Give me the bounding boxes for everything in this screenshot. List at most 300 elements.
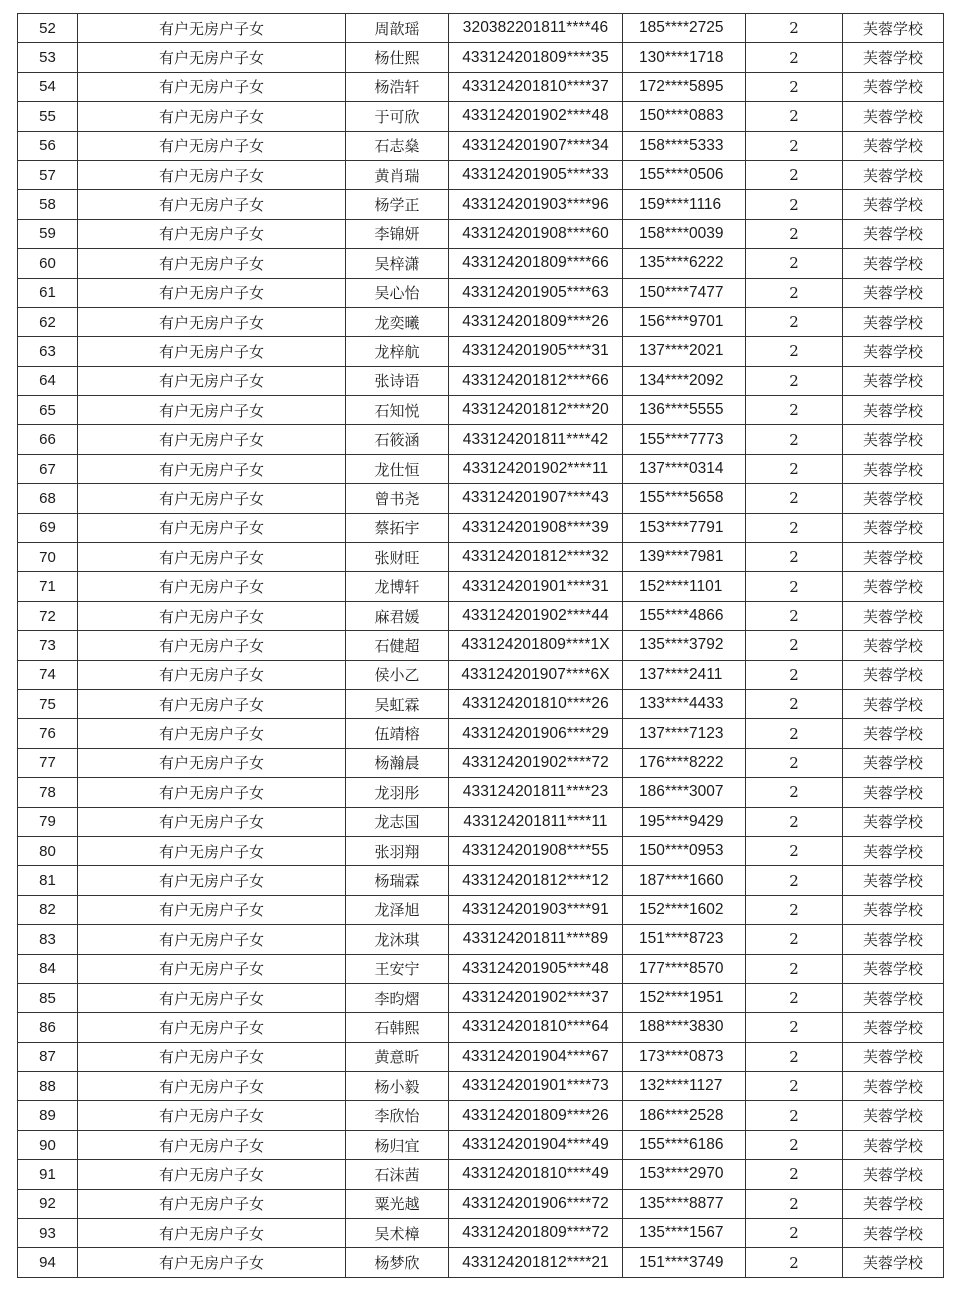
id-card-cell: 433124201902****37 — [449, 983, 623, 1012]
student-name-cell: 龙梓航 — [346, 337, 449, 366]
table-row — [18, 366, 944, 395]
student-name-cell: 伍靖榕 — [346, 719, 449, 748]
id-card-cell: 433124201811****42 — [449, 425, 623, 454]
school-cell: 芙蓉学校 — [843, 836, 944, 865]
table-row — [18, 190, 944, 219]
phone-cell: 152****1951 — [623, 983, 746, 1012]
school-cell: 芙蓉学校 — [843, 1160, 944, 1189]
id-card-cell: 433124201902****72 — [449, 748, 623, 777]
category-cell: 有户无房户子女 — [78, 425, 346, 454]
category-cell: 有户无房户子女 — [78, 1160, 346, 1189]
phone-cell: 152****1101 — [623, 572, 746, 601]
phone-cell: 137****2411 — [623, 660, 746, 689]
phone-cell: 188****3830 — [623, 1013, 746, 1042]
school-cell: 芙蓉学校 — [843, 513, 944, 542]
table-row — [18, 1042, 944, 1071]
id-card-cell: 433124201901****31 — [449, 572, 623, 601]
table-row — [18, 513, 944, 542]
phone-cell: 137****2021 — [623, 337, 746, 366]
table-row — [18, 160, 944, 189]
category-cell: 有户无房户子女 — [78, 601, 346, 630]
id-card-cell: 433124201812****21 — [449, 1248, 623, 1277]
grade-cell: 2 — [746, 807, 843, 836]
id-card-cell: 433124201809****26 — [449, 1101, 623, 1130]
student-name-cell: 龙奕曦 — [346, 307, 449, 336]
phone-cell: 151****3749 — [623, 1248, 746, 1277]
id-card-cell: 433124201809****66 — [449, 249, 623, 278]
student-name-cell: 麻君媛 — [346, 601, 449, 630]
student-name-cell: 黄肖瑞 — [346, 160, 449, 189]
table-row — [18, 43, 944, 72]
student-name-cell: 杨梦欣 — [346, 1248, 449, 1277]
grade-cell: 2 — [746, 778, 843, 807]
grade-cell: 2 — [746, 925, 843, 954]
phone-cell: 130****1718 — [623, 43, 746, 72]
category-cell: 有户无房户子女 — [78, 1101, 346, 1130]
phone-cell: 158****5333 — [623, 131, 746, 160]
row-number: 57 — [18, 160, 78, 189]
grade-cell: 2 — [746, 1219, 843, 1248]
student-name-cell: 龙泽旭 — [346, 895, 449, 924]
student-name-cell: 吴梓潇 — [346, 249, 449, 278]
student-name-cell: 石沫茜 — [346, 1160, 449, 1189]
grade-cell: 2 — [746, 160, 843, 189]
row-number: 59 — [18, 219, 78, 248]
table-row — [18, 660, 944, 689]
id-card-cell: 433124201907****34 — [449, 131, 623, 160]
category-cell: 有户无房户子女 — [78, 866, 346, 895]
phone-cell: 135****3792 — [623, 631, 746, 660]
grade-cell: 2 — [746, 954, 843, 983]
school-cell: 芙蓉学校 — [843, 102, 944, 131]
category-cell: 有户无房户子女 — [78, 307, 346, 336]
grade-cell: 2 — [746, 631, 843, 660]
table-row — [18, 1130, 944, 1159]
table-row — [18, 454, 944, 483]
category-cell: 有户无房户子女 — [78, 954, 346, 983]
row-number: 67 — [18, 454, 78, 483]
student-name-cell: 杨仕熙 — [346, 43, 449, 72]
table-row — [18, 396, 944, 425]
phone-cell: 137****7123 — [623, 719, 746, 748]
id-card-cell: 433124201809****26 — [449, 307, 623, 336]
table-row — [18, 1248, 944, 1277]
school-cell: 芙蓉学校 — [843, 1101, 944, 1130]
grade-cell: 2 — [746, 72, 843, 101]
id-card-cell: 433124201908****39 — [449, 513, 623, 542]
table-row — [18, 131, 944, 160]
id-card-cell: 433124201811****11 — [449, 807, 623, 836]
table-row — [18, 484, 944, 513]
phone-cell: 155****5658 — [623, 484, 746, 513]
row-number: 62 — [18, 307, 78, 336]
phone-cell: 137****0314 — [623, 454, 746, 483]
id-card-cell: 433124201812****32 — [449, 543, 623, 572]
phone-cell: 155****0506 — [623, 160, 746, 189]
phone-cell: 152****1602 — [623, 895, 746, 924]
phone-cell: 156****9701 — [623, 307, 746, 336]
id-card-cell: 433124201905****48 — [449, 954, 623, 983]
student-name-cell: 曾书尧 — [346, 484, 449, 513]
row-number: 86 — [18, 1013, 78, 1042]
student-name-cell: 龙羽彤 — [346, 778, 449, 807]
student-name-cell: 龙博轩 — [346, 572, 449, 601]
table-body — [18, 14, 944, 1278]
category-cell: 有户无房户子女 — [78, 1042, 346, 1071]
row-number: 89 — [18, 1101, 78, 1130]
grade-cell: 2 — [746, 366, 843, 395]
id-card-cell: 433124201901****73 — [449, 1072, 623, 1101]
grade-cell: 2 — [746, 454, 843, 483]
student-name-cell: 侯小乙 — [346, 660, 449, 689]
school-cell: 芙蓉学校 — [843, 425, 944, 454]
category-cell: 有户无房户子女 — [78, 102, 346, 131]
student-name-cell: 龙仕恒 — [346, 454, 449, 483]
phone-cell: 195****9429 — [623, 807, 746, 836]
category-cell: 有户无房户子女 — [78, 219, 346, 248]
row-number: 90 — [18, 1130, 78, 1159]
table-row — [18, 72, 944, 101]
school-cell: 芙蓉学校 — [843, 925, 944, 954]
grade-cell: 2 — [746, 1189, 843, 1218]
enrollment-table — [17, 13, 944, 1278]
table-row — [18, 337, 944, 366]
table-row — [18, 925, 944, 954]
id-card-cell: 433124201903****91 — [449, 895, 623, 924]
phone-cell: 135****1567 — [623, 1219, 746, 1248]
grade-cell: 2 — [746, 131, 843, 160]
category-cell: 有户无房户子女 — [78, 1130, 346, 1159]
category-cell: 有户无房户子女 — [78, 190, 346, 219]
student-name-cell: 张羽翔 — [346, 836, 449, 865]
student-name-cell: 黄意昕 — [346, 1042, 449, 1071]
table-row — [18, 866, 944, 895]
grade-cell: 2 — [746, 1248, 843, 1277]
row-number: 83 — [18, 925, 78, 954]
id-card-cell: 433124201904****49 — [449, 1130, 623, 1159]
row-number: 71 — [18, 572, 78, 601]
table-row — [18, 601, 944, 630]
phone-cell: 158****0039 — [623, 219, 746, 248]
school-cell: 芙蓉学校 — [843, 43, 944, 72]
table-row — [18, 572, 944, 601]
grade-cell: 2 — [746, 660, 843, 689]
row-number: 60 — [18, 249, 78, 278]
student-name-cell: 吴术樟 — [346, 1219, 449, 1248]
school-cell: 芙蓉学校 — [843, 983, 944, 1012]
grade-cell: 2 — [746, 484, 843, 513]
row-number: 52 — [18, 14, 78, 43]
grade-cell: 2 — [746, 836, 843, 865]
row-number: 54 — [18, 72, 78, 101]
id-card-cell: 433124201812****66 — [449, 366, 623, 395]
student-name-cell: 张财旺 — [346, 543, 449, 572]
grade-cell: 2 — [746, 719, 843, 748]
school-cell: 芙蓉学校 — [843, 543, 944, 572]
table-row — [18, 425, 944, 454]
school-cell: 芙蓉学校 — [843, 631, 944, 660]
school-cell: 芙蓉学校 — [843, 748, 944, 777]
row-number: 77 — [18, 748, 78, 777]
id-card-cell: 433124201810****64 — [449, 1013, 623, 1042]
student-name-cell: 周歆瑶 — [346, 14, 449, 43]
id-card-cell: 433124201809****72 — [449, 1219, 623, 1248]
category-cell: 有户无房户子女 — [78, 836, 346, 865]
id-card-cell: 433124201907****6X — [449, 660, 623, 689]
id-card-cell: 433124201811****89 — [449, 925, 623, 954]
school-cell: 芙蓉学校 — [843, 190, 944, 219]
grade-cell: 2 — [746, 601, 843, 630]
row-number: 85 — [18, 983, 78, 1012]
phone-cell: 173****0873 — [623, 1042, 746, 1071]
category-cell: 有户无房户子女 — [78, 513, 346, 542]
row-number: 70 — [18, 543, 78, 572]
student-name-cell: 杨小毅 — [346, 1072, 449, 1101]
table-row — [18, 748, 944, 777]
student-name-cell: 石健超 — [346, 631, 449, 660]
phone-cell: 139****7981 — [623, 543, 746, 572]
grade-cell: 2 — [746, 43, 843, 72]
school-cell: 芙蓉学校 — [843, 689, 944, 718]
grade-cell: 2 — [746, 219, 843, 248]
school-cell: 芙蓉学校 — [843, 131, 944, 160]
grade-cell: 2 — [746, 572, 843, 601]
school-cell: 芙蓉学校 — [843, 484, 944, 513]
phone-cell: 150****0953 — [623, 836, 746, 865]
table-row — [18, 1072, 944, 1101]
phone-cell: 151****8723 — [623, 925, 746, 954]
grade-cell: 2 — [746, 1101, 843, 1130]
id-card-cell: 433124201809****1X — [449, 631, 623, 660]
school-cell: 芙蓉学校 — [843, 1072, 944, 1101]
id-card-cell: 433124201906****29 — [449, 719, 623, 748]
school-cell: 芙蓉学校 — [843, 454, 944, 483]
table-row — [18, 1189, 944, 1218]
grade-cell: 2 — [746, 190, 843, 219]
grade-cell: 2 — [746, 1013, 843, 1042]
school-cell: 芙蓉学校 — [843, 807, 944, 836]
school-cell: 芙蓉学校 — [843, 954, 944, 983]
category-cell: 有户无房户子女 — [78, 748, 346, 777]
table-row — [18, 278, 944, 307]
phone-cell: 150****7477 — [623, 278, 746, 307]
row-number: 93 — [18, 1219, 78, 1248]
row-number: 66 — [18, 425, 78, 454]
table-row — [18, 249, 944, 278]
category-cell: 有户无房户子女 — [78, 14, 346, 43]
student-name-cell: 吴心怡 — [346, 278, 449, 307]
grade-cell: 2 — [746, 513, 843, 542]
grade-cell: 2 — [746, 1160, 843, 1189]
student-name-cell: 粟光越 — [346, 1189, 449, 1218]
phone-cell: 177****8570 — [623, 954, 746, 983]
table-row — [18, 1219, 944, 1248]
phone-cell: 159****1116 — [623, 190, 746, 219]
school-cell: 芙蓉学校 — [843, 160, 944, 189]
phone-cell: 135****8877 — [623, 1189, 746, 1218]
phone-cell: 155****4866 — [623, 601, 746, 630]
school-cell: 芙蓉学校 — [843, 719, 944, 748]
school-cell: 芙蓉学校 — [843, 249, 944, 278]
category-cell: 有户无房户子女 — [78, 689, 346, 718]
table-row — [18, 102, 944, 131]
row-number: 80 — [18, 836, 78, 865]
grade-cell: 2 — [746, 1072, 843, 1101]
id-card-cell: 433124201809****35 — [449, 43, 623, 72]
grade-cell: 2 — [746, 396, 843, 425]
category-cell: 有户无房户子女 — [78, 72, 346, 101]
id-card-cell: 433124201811****23 — [449, 778, 623, 807]
row-number: 68 — [18, 484, 78, 513]
category-cell: 有户无房户子女 — [78, 719, 346, 748]
school-cell: 芙蓉学校 — [843, 219, 944, 248]
row-number: 55 — [18, 102, 78, 131]
category-cell: 有户无房户子女 — [78, 484, 346, 513]
id-card-cell: 320382201811****46 — [449, 14, 623, 43]
row-number: 76 — [18, 719, 78, 748]
school-cell: 芙蓉学校 — [843, 337, 944, 366]
id-card-cell: 433124201905****33 — [449, 160, 623, 189]
table-row — [18, 689, 944, 718]
phone-cell: 186****3007 — [623, 778, 746, 807]
category-cell: 有户无房户子女 — [78, 631, 346, 660]
row-number: 87 — [18, 1042, 78, 1071]
table-row — [18, 836, 944, 865]
id-card-cell: 433124201810****37 — [449, 72, 623, 101]
category-cell: 有户无房户子女 — [78, 895, 346, 924]
category-cell: 有户无房户子女 — [78, 660, 346, 689]
phone-cell: 133****4433 — [623, 689, 746, 718]
table-row — [18, 807, 944, 836]
table-row — [18, 983, 944, 1012]
id-card-cell: 433124201908****55 — [449, 836, 623, 865]
row-number: 53 — [18, 43, 78, 72]
phone-cell: 186****2528 — [623, 1101, 746, 1130]
school-cell: 芙蓉学校 — [843, 1013, 944, 1042]
row-number: 88 — [18, 1072, 78, 1101]
table-row — [18, 1013, 944, 1042]
phone-cell: 135****6222 — [623, 249, 746, 278]
phone-cell: 132****1127 — [623, 1072, 746, 1101]
table-row — [18, 543, 944, 572]
id-card-cell: 433124201905****31 — [449, 337, 623, 366]
grade-cell: 2 — [746, 337, 843, 366]
school-cell: 芙蓉学校 — [843, 278, 944, 307]
school-cell: 芙蓉学校 — [843, 1219, 944, 1248]
student-name-cell: 张诗语 — [346, 366, 449, 395]
student-name-cell: 于可欣 — [346, 102, 449, 131]
row-number: 65 — [18, 396, 78, 425]
category-cell: 有户无房户子女 — [78, 807, 346, 836]
table-row — [18, 1101, 944, 1130]
grade-cell: 2 — [746, 102, 843, 131]
row-number: 78 — [18, 778, 78, 807]
school-cell: 芙蓉学校 — [843, 307, 944, 336]
id-card-cell: 433124201905****63 — [449, 278, 623, 307]
row-number: 56 — [18, 131, 78, 160]
phone-cell: 153****7791 — [623, 513, 746, 542]
id-card-cell: 433124201906****72 — [449, 1189, 623, 1218]
id-card-cell: 433124201812****12 — [449, 866, 623, 895]
grade-cell: 2 — [746, 14, 843, 43]
id-card-cell: 433124201810****49 — [449, 1160, 623, 1189]
school-cell: 芙蓉学校 — [843, 366, 944, 395]
table-row — [18, 895, 944, 924]
student-name-cell: 王安宁 — [346, 954, 449, 983]
table-row — [18, 954, 944, 983]
school-cell: 芙蓉学校 — [843, 72, 944, 101]
category-cell: 有户无房户子女 — [78, 1219, 346, 1248]
grade-cell: 2 — [746, 543, 843, 572]
row-number: 75 — [18, 689, 78, 718]
grade-cell: 2 — [746, 1130, 843, 1159]
enrollment-table-page — [17, 13, 943, 1278]
school-cell: 芙蓉学校 — [843, 660, 944, 689]
category-cell: 有户无房户子女 — [78, 925, 346, 954]
student-name-cell: 杨瑞霖 — [346, 866, 449, 895]
id-card-cell: 433124201902****44 — [449, 601, 623, 630]
school-cell: 芙蓉学校 — [843, 1189, 944, 1218]
row-number: 79 — [18, 807, 78, 836]
row-number: 58 — [18, 190, 78, 219]
table-row — [18, 631, 944, 660]
school-cell: 芙蓉学校 — [843, 778, 944, 807]
school-cell: 芙蓉学校 — [843, 601, 944, 630]
row-number: 82 — [18, 895, 78, 924]
grade-cell: 2 — [746, 866, 843, 895]
category-cell: 有户无房户子女 — [78, 1189, 346, 1218]
school-cell: 芙蓉学校 — [843, 1130, 944, 1159]
category-cell: 有户无房户子女 — [78, 1013, 346, 1042]
row-number: 73 — [18, 631, 78, 660]
table-row — [18, 14, 944, 43]
phone-cell: 155****6186 — [623, 1130, 746, 1159]
category-cell: 有户无房户子女 — [78, 337, 346, 366]
student-name-cell: 李欣怡 — [346, 1101, 449, 1130]
student-name-cell: 石志燊 — [346, 131, 449, 160]
category-cell: 有户无房户子女 — [78, 366, 346, 395]
table-row — [18, 719, 944, 748]
category-cell: 有户无房户子女 — [78, 1072, 346, 1101]
grade-cell: 2 — [746, 425, 843, 454]
category-cell: 有户无房户子女 — [78, 543, 346, 572]
student-name-cell: 李锦妍 — [346, 219, 449, 248]
student-name-cell: 杨浩轩 — [346, 72, 449, 101]
row-number: 69 — [18, 513, 78, 542]
category-cell: 有户无房户子女 — [78, 454, 346, 483]
id-card-cell: 433124201902****48 — [449, 102, 623, 131]
id-card-cell: 433124201810****26 — [449, 689, 623, 718]
id-card-cell: 433124201902****11 — [449, 454, 623, 483]
category-cell: 有户无房户子女 — [78, 43, 346, 72]
school-cell: 芙蓉学校 — [843, 396, 944, 425]
row-number: 81 — [18, 866, 78, 895]
id-card-cell: 433124201904****67 — [449, 1042, 623, 1071]
phone-cell: 155****7773 — [623, 425, 746, 454]
id-card-cell: 433124201812****20 — [449, 396, 623, 425]
student-name-cell: 石筱涵 — [346, 425, 449, 454]
category-cell: 有户无房户子女 — [78, 160, 346, 189]
student-name-cell: 杨瀚晨 — [346, 748, 449, 777]
grade-cell: 2 — [746, 689, 843, 718]
id-card-cell: 433124201903****96 — [449, 190, 623, 219]
table-row — [18, 1160, 944, 1189]
row-number: 72 — [18, 601, 78, 630]
category-cell: 有户无房户子女 — [78, 572, 346, 601]
school-cell: 芙蓉学校 — [843, 1248, 944, 1277]
category-cell: 有户无房户子女 — [78, 131, 346, 160]
student-name-cell: 石韩熙 — [346, 1013, 449, 1042]
